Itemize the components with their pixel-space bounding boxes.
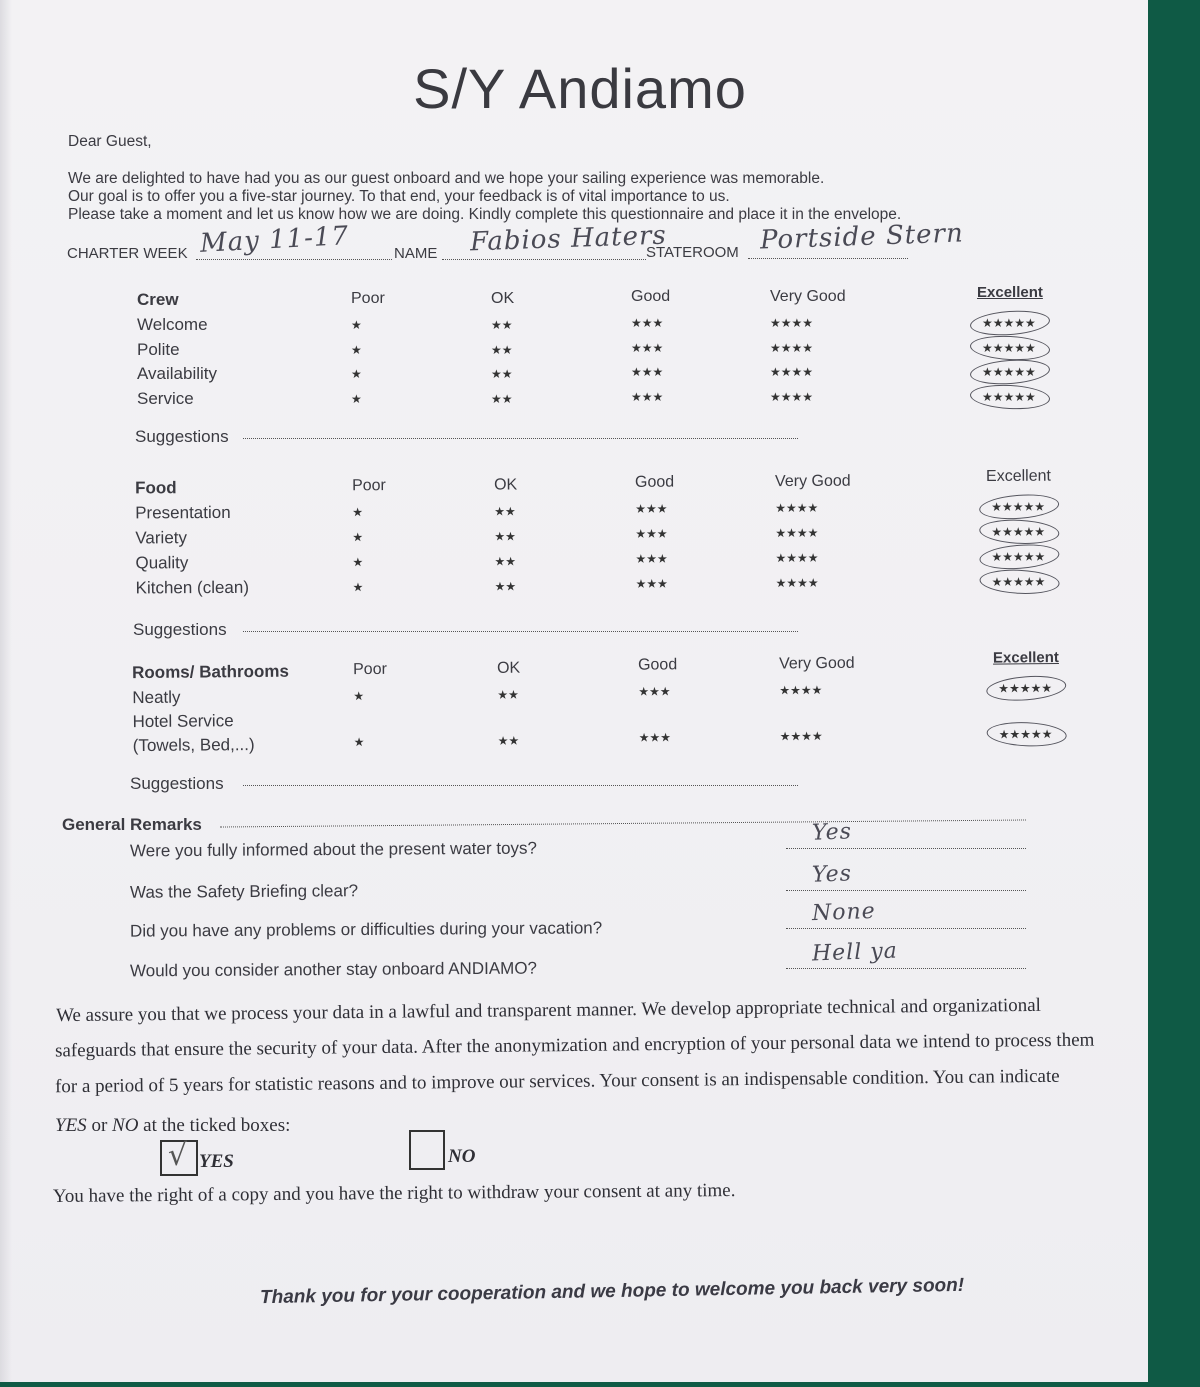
rating-option-3-stars[interactable]: ★★★: [631, 316, 664, 330]
intro-line-3: Please take a moment and let us know how we are doing. Kindly complete this questionnaire and place it in the envelope.: [68, 206, 902, 223]
form-title: S/Y Andiamo: [413, 57, 747, 120]
row-label: Hotel Service: [132, 711, 234, 732]
section-heading: Rooms/ Bathrooms: [132, 661, 289, 683]
row-label: Availability: [137, 364, 218, 383]
row-label: Neatly: [132, 687, 181, 708]
remark-answer[interactable]: Yes: [811, 861, 853, 888]
remark-answer[interactable]: None: [811, 898, 877, 927]
rating-option-1-stars[interactable]: ★: [352, 530, 364, 545]
row-label: Service: [137, 388, 194, 408]
rating-option-3-stars[interactable]: ★★★: [638, 684, 671, 699]
selected-rating-circle: [986, 721, 1067, 748]
section-heading: Food: [135, 478, 177, 498]
remark-answer[interactable]: Yes: [811, 819, 853, 846]
rating-option-4-stars[interactable]: ★★★★: [770, 389, 814, 404]
rating-option-5-stars[interactable]: ★★★★★: [991, 549, 1046, 564]
rating-option-1-stars[interactable]: ★: [351, 391, 362, 406]
row-label: Variety: [135, 528, 188, 548]
rating-option-2-stars[interactable]: ★★: [491, 367, 513, 381]
rating-option-2-stars[interactable]: ★★: [494, 504, 516, 519]
suggestions-label: Suggestions: [133, 620, 227, 639]
rating-option-3-stars[interactable]: ★★★: [631, 365, 664, 379]
column-header-poor: Poor: [352, 477, 386, 495]
column-header-excellent: Excellent: [992, 648, 1059, 667]
column-header-poor: Poor: [351, 290, 385, 307]
rating-option-2-stars[interactable]: ★★: [491, 391, 513, 406]
column-header-good: Good: [634, 473, 675, 491]
column-header-very-good: Very Good: [778, 654, 855, 673]
charter-week-value[interactable]: May 11-17: [199, 221, 350, 259]
rating-option-1-stars[interactable]: ★: [353, 689, 365, 704]
column-header-ok: OK: [497, 659, 521, 677]
rating-option-4-stars[interactable]: ★★★★: [779, 683, 823, 698]
column-header-good: Good: [637, 656, 678, 674]
rating-option-4-stars[interactable]: ★★★★: [770, 316, 814, 330]
rating-option-2-stars[interactable]: ★★: [494, 554, 516, 569]
row-label: Polite: [137, 339, 180, 359]
rating-option-4-stars[interactable]: ★★★★: [775, 550, 819, 566]
privacy-rest: at the ticked boxes:: [138, 1115, 291, 1136]
remark-question: Would you consider another stay onboard ANDIAMO?: [129, 958, 538, 981]
privacy-or-word: or: [86, 1115, 113, 1136]
remark-answer-line: [786, 968, 1026, 969]
selected-rating-circle: [985, 673, 1067, 703]
row-label: Kitchen (clean): [135, 577, 250, 598]
rating-option-4-stars[interactable]: ★★★★: [775, 575, 819, 591]
rating-option-2-stars[interactable]: ★★: [494, 529, 516, 544]
rating-option-3-stars[interactable]: ★★★: [635, 526, 668, 541]
rating-option-1-stars[interactable]: ★: [351, 318, 362, 332]
column-header-excellent: Excellent: [985, 467, 1051, 485]
rating-option-1-stars[interactable]: ★: [352, 555, 364, 570]
rating-option-2-stars[interactable]: ★★: [497, 733, 520, 748]
row-label: Welcome: [137, 315, 208, 334]
row-label: Quality: [135, 553, 189, 573]
rating-option-3-stars[interactable]: ★★★: [631, 389, 664, 404]
stateroom-label: STATEROOM: [646, 244, 739, 261]
rating-option-3-stars[interactable]: ★★★: [631, 340, 664, 355]
rating-option-1-stars[interactable]: ★: [351, 367, 362, 381]
rating-option-3-stars[interactable]: ★★★: [638, 730, 672, 745]
remark-answer-line: [786, 848, 1026, 849]
rating-option-5-stars[interactable]: ★★★★★: [982, 316, 1036, 330]
column-header-very-good: Very Good: [774, 472, 851, 491]
column-header-excellent: Excellent: [977, 284, 1043, 301]
general-remarks-label: General Remarks: [62, 815, 202, 834]
column-header-good: Good: [631, 288, 671, 305]
rating-option-5-stars[interactable]: ★★★★★: [998, 727, 1053, 742]
rating-option-2-stars[interactable]: ★★: [491, 318, 513, 332]
remark-question: Did you have any problems or difficulties during your vacation?: [129, 918, 603, 941]
remark-answer-line: [786, 890, 1026, 891]
privacy-line-1: We assure you that we process your data in a lawful and transparent manner. We develop appropriate technical and organizational: [55, 994, 1042, 1027]
privacy-yes-word: YES: [55, 1115, 87, 1136]
rating-option-3-stars[interactable]: ★★★: [635, 501, 668, 516]
rating-option-5-stars[interactable]: ★★★★★: [982, 389, 1036, 404]
consent-yes-label: YES: [199, 1151, 234, 1172]
rating-option-3-stars[interactable]: ★★★: [635, 551, 668, 566]
intro-line-1: We are delighted to have had you as our guest onboard and we hope your sailing experience was memorable.: [68, 170, 825, 187]
column-header-poor: Poor: [353, 660, 387, 679]
row-label-continued: (Towels, Bed,...): [132, 735, 255, 756]
rating-option-4-stars[interactable]: ★★★★: [775, 500, 819, 516]
rating-option-5-stars[interactable]: ★★★★★: [998, 681, 1053, 696]
row-label: Presentation: [135, 502, 231, 523]
remark-answer[interactable]: Hell ya: [811, 938, 899, 967]
rating-option-5-stars[interactable]: ★★★★★: [982, 340, 1036, 355]
suggestions-input-line[interactable]: [243, 785, 798, 786]
rating-option-1-stars[interactable]: ★: [353, 735, 365, 750]
rating-option-2-stars[interactable]: ★★: [494, 579, 517, 594]
privacy-line-2: safeguards that ensure the security of your data. After the anonymization and encryption of your personal data we intend to process them: [54, 1029, 1095, 1062]
remark-answer-line: [786, 928, 1026, 929]
check-mark-icon: √: [168, 1138, 188, 1173]
rating-option-3-stars[interactable]: ★★★: [635, 576, 668, 591]
section-heading: Crew: [137, 290, 179, 309]
consent-no-label: NO: [448, 1146, 476, 1167]
rating-option-1-stars[interactable]: ★: [352, 580, 364, 595]
name-value[interactable]: Fabios Haters: [469, 220, 668, 258]
rating-option-5-stars[interactable]: ★★★★★: [991, 499, 1046, 514]
rating-option-4-stars[interactable]: ★★★★: [770, 340, 814, 355]
remark-question: Was the Safety Briefing clear?: [129, 881, 359, 902]
rating-option-2-stars[interactable]: ★★: [497, 687, 519, 702]
greeting: Dear Guest,: [68, 133, 152, 150]
rating-option-5-stars[interactable]: ★★★★★: [991, 574, 1046, 589]
rating-option-4-stars[interactable]: ★★★★: [775, 525, 819, 541]
privacy-no-word: NO: [112, 1115, 139, 1136]
rating-option-4-stars[interactable]: ★★★★: [770, 365, 814, 379]
rating-option-1-stars[interactable]: ★: [351, 342, 362, 357]
charter-week-label: CHARTER WEEK: [67, 245, 188, 262]
rating-option-5-stars[interactable]: ★★★★★: [991, 524, 1046, 539]
privacy-line-3: for a period of 5 years for statistic reasons and to improve our services. Your consent is an indispensable condition. You can indicate: [54, 1065, 1060, 1098]
remark-question: Were you fully informed about the present water toys?: [129, 838, 538, 861]
name-label: NAME: [394, 245, 438, 262]
column-header-ok: OK: [494, 476, 518, 494]
rating-option-1-stars[interactable]: ★: [352, 505, 363, 520]
suggestions-label: Suggestions: [135, 427, 229, 446]
rating-option-4-stars[interactable]: ★★★★: [779, 729, 823, 744]
suggestions-label: Suggestions: [130, 774, 224, 793]
stateroom-value[interactable]: Portside Stern: [759, 218, 965, 256]
intro-line-2: Our goal is to offer you a five-star journey. To that end, your feedback is of vital importance to us.: [68, 188, 730, 205]
closing-message: Thank you for your cooperation and we hope to welcome you back very soon!: [259, 1274, 965, 1309]
column-header-very-good: Very Good: [770, 288, 846, 305]
privacy-rights: You have the right of a copy and you have the right to withdraw your consent at any time.: [52, 1180, 736, 1207]
column-header-ok: OK: [491, 290, 515, 307]
rating-option-5-stars[interactable]: ★★★★★: [982, 365, 1036, 379]
rating-option-2-stars[interactable]: ★★: [491, 342, 513, 357]
